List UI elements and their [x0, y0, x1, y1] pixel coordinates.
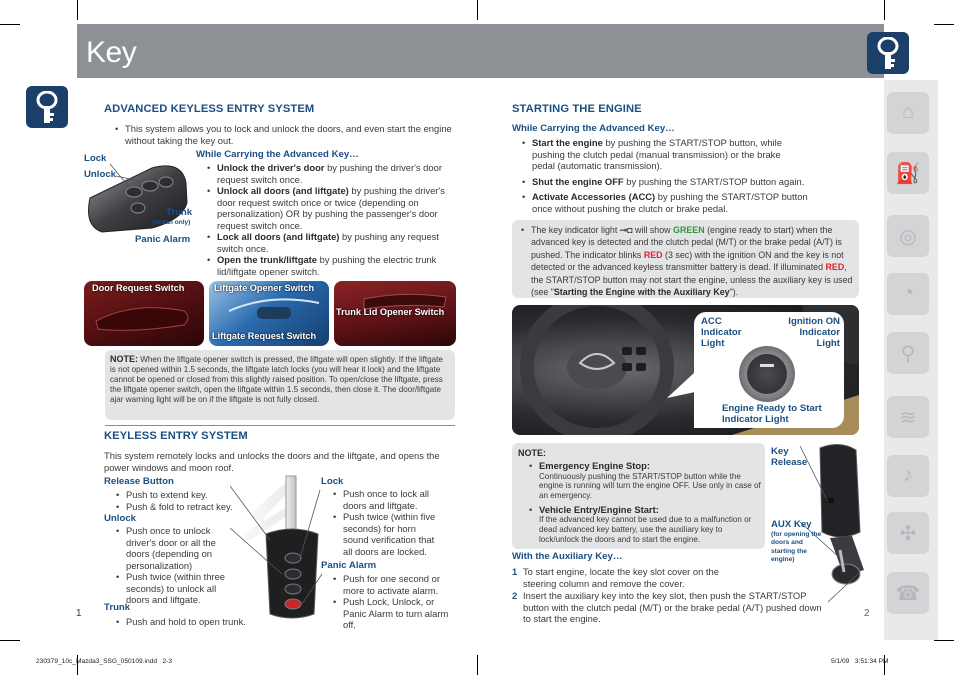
ste-sub: While Carrying the Advanced Key… — [512, 123, 675, 134]
aux-steps — [512, 566, 832, 625]
aux-key-note: (for opening the doors and starting the engine) — [771, 531, 822, 563]
crop-mark — [884, 0, 885, 20]
ake-sub: While Carrying the Advanced Key… — [196, 149, 359, 160]
list-item: • Push Lock, Unlock, or Panic Alarm to turn alarm off. — [332, 596, 450, 631]
engine-notes — [528, 460, 762, 545]
engine-note-item: • Vehicle Entry/Engine Start: If the advanced key cannot be used due to a malfunction or dead advanced key battery, use the auxiliary key to lock/unlock the doors and to start the engine. — [528, 504, 762, 545]
ake-intro — [114, 123, 454, 146]
crop-mark — [477, 0, 478, 20]
flip-key-image — [230, 474, 330, 624]
fob-label-lock: Lock — [84, 153, 107, 164]
ake-item: • Unlock the driver's door by pushing the driver's door request switch once. — [206, 162, 456, 185]
magnifier-icon[interactable]: ⚲ — [887, 332, 929, 374]
phone-icon[interactable]: ☎ — [887, 572, 929, 614]
list-item: • Push twice (within five seconds) for horn sound verification that all doors are locked. — [332, 511, 444, 557]
crop-mark — [77, 0, 78, 20]
trunk-title: Trunk — [104, 602, 131, 613]
footer-stamp: 5/1/09 3:51:34 PM — [831, 658, 889, 665]
ake-items — [206, 162, 456, 277]
climate-icon[interactable]: ≋ — [887, 396, 929, 438]
list-item: • Push twice (within three seconds) to unlock all doors and liftgate. — [115, 571, 235, 606]
panic-alarm-items — [332, 573, 450, 631]
ste-items — [521, 137, 821, 214]
kes-intro: This system remotely locks and unlocks the doors and the liftgate, and opens the power windows and moon roof. — [104, 450, 440, 473]
list-item: • Push once to lock all doors and liftgate. — [332, 488, 444, 511]
fuel-icon[interactable]: ⛽ — [887, 152, 929, 194]
list-item: • Push once to unlock driver's door or all the doors (depending on personalization) — [115, 525, 235, 571]
acc-indicator-label: ACC Indicator Light — [701, 316, 742, 349]
callout-pointer — [665, 370, 705, 400]
kes-heading: KEYLESS ENTRY SYSTEM — [104, 430, 248, 442]
crop-mark — [0, 24, 20, 25]
lock-items — [332, 488, 444, 557]
list-item: • Push to extend key. — [115, 489, 245, 501]
key-indicator-text — [520, 224, 857, 298]
lock-title: Lock — [321, 476, 344, 487]
liftgate-request-switch-label: Liftgate Request Switch — [212, 331, 317, 341]
fob-label-trunk: Trunk — [166, 207, 193, 218]
ste-heading: STARTING THE ENGINE — [512, 103, 642, 115]
engine-note-label: NOTE: — [518, 448, 546, 458]
release-button-title: Release Button — [104, 476, 174, 487]
start-stop-button — [739, 346, 795, 402]
fob-label-trunk-note: (sedan only) — [152, 219, 191, 226]
ake-intro-item: • This system allows you to lock and unlock the doors, and even start the engine without taking the key out. — [114, 123, 454, 146]
door-request-switch-label: Door Request Switch — [92, 283, 185, 293]
list-item: • Push and hold to open trunk. — [115, 616, 265, 628]
key-tab-icon — [26, 86, 68, 128]
ake-heading: ADVANCED KEYLESS ENTRY SYSTEM — [104, 103, 315, 115]
section-nav — [884, 80, 938, 640]
page-number-left: 1 — [76, 608, 82, 619]
crop-mark — [477, 655, 478, 675]
page-number-right: 2 — [864, 608, 870, 619]
aux-key-label: AUX Key — [771, 519, 812, 530]
section-divider — [105, 425, 455, 426]
crop-mark — [934, 640, 954, 641]
list-item: • Push for one second or more to activate alarm. — [332, 573, 450, 596]
instrument-cluster-icon[interactable]: ◔ — [887, 273, 929, 315]
list-item: • Push & fold to retract key. — [115, 501, 245, 513]
ake-item: • Open the trunk/liftgate by pushing the electric trunk lid/liftgate opener switch. — [206, 254, 456, 277]
ste-item: • Shut the engine OFF by pushing the START/STOP button again. — [521, 176, 821, 188]
music-icon[interactable]: ♪ — [887, 455, 929, 497]
navigation-icon[interactable]: ✣ — [887, 512, 929, 554]
fob-label-panic: Panic Alarm — [135, 234, 191, 245]
ste-item: • Activate Accessories (ACC) by pushing the START/STOP button once without pushing the clutch or brake pedal. — [521, 191, 821, 214]
ignition-on-indicator-label: Ignition ON Indicator Light — [788, 316, 840, 349]
unlock-title: Unlock — [104, 513, 136, 524]
trunk-lid-opener-label: Trunk Lid Opener Switch — [336, 307, 445, 317]
release-button-items — [115, 489, 245, 512]
key-release-label: Key Release — [771, 446, 808, 468]
liftgate-opener-switch-label: Liftgate Opener Switch — [214, 283, 315, 293]
aux-step: 2 Insert the auxiliary key into the key slot, then push the START/STOP button with the clutch pedal (M/T) or the brake pedal (A/T) pushed down to start the engine. — [512, 590, 822, 624]
unlock-items — [115, 525, 235, 606]
header-bar — [77, 24, 884, 78]
ake-item: • Unlock all doors (and liftgate) by pushing the driver's door request switch once or twice (depending on personalization) OR by pushing the passenger's door request switch once. — [206, 185, 456, 231]
seat-icon[interactable]: ⌂ — [887, 92, 929, 134]
page-title: Key — [86, 36, 137, 69]
key-tab-icon — [867, 32, 909, 74]
steering-wheel-icon[interactable]: ◎ — [887, 215, 929, 257]
panic-alarm-title: Panic Alarm — [321, 560, 377, 571]
aux-sub: With the Auxiliary Key… — [512, 551, 623, 562]
footer-file: 230379_10c_Mazda3_SSG_050109.indd 2-3 — [36, 658, 173, 665]
crop-mark — [934, 24, 954, 25]
engine-note-item: • Emergency Engine Stop: Continuously pushing the START/STOP button while the engine is running will turn the engine OFF. Use only in case of an emergency. — [528, 460, 762, 501]
crop-mark — [0, 640, 20, 641]
ake-item: • Lock all doors (and liftgate) by pushing any request switch once. — [206, 231, 456, 254]
key-indicator-light-icon: ⊸◘ — [619, 225, 633, 235]
aux-step: 1 To start engine, locate the key slot cover on the steering column and remove the cover. — [512, 566, 719, 589]
key-indicator-item: • The key indicator light ⊸◘ will show GREEN (engine ready to start) when the advanced key is detected and the clutch pedal (M/T) or the brake pedal (A/T) is pushed. The indicator blinks RED (3 sec) with the ignition ON and the key is not detected or the advanced keyless transmitter battery is dead. If illuminated RED, the START/STOP button may not start the engine, unless the auxiliary key is used (see "Starting the Engine with the Auxiliary Key"). — [520, 224, 857, 298]
engine-ready-label: Engine Ready to Start Indicator Light — [722, 403, 822, 425]
liftgate-note: NOTE: When the liftgate opener switch is pressed, the liftgate will open slightly. If the liftgate is not opened within 1.5 seconds, the liftgate latch locks (you will hear it lock) and the liftgate cannot be opened or closed from this slightly raised position. To open/close the liftgate, press the liftgate opener switch, open the liftgate within 1.5 seconds, then close it. The door/liftgate ajar warning light will be on if the liftgate is not fully closed. — [110, 354, 443, 404]
fob-label-unlock: Unlock — [84, 169, 116, 180]
ste-item: • Start the engine by pushing the START/STOP button, while pushing the clutch pedal (manual transmission) or the brake pedal (automatic transmission). — [521, 137, 801, 172]
